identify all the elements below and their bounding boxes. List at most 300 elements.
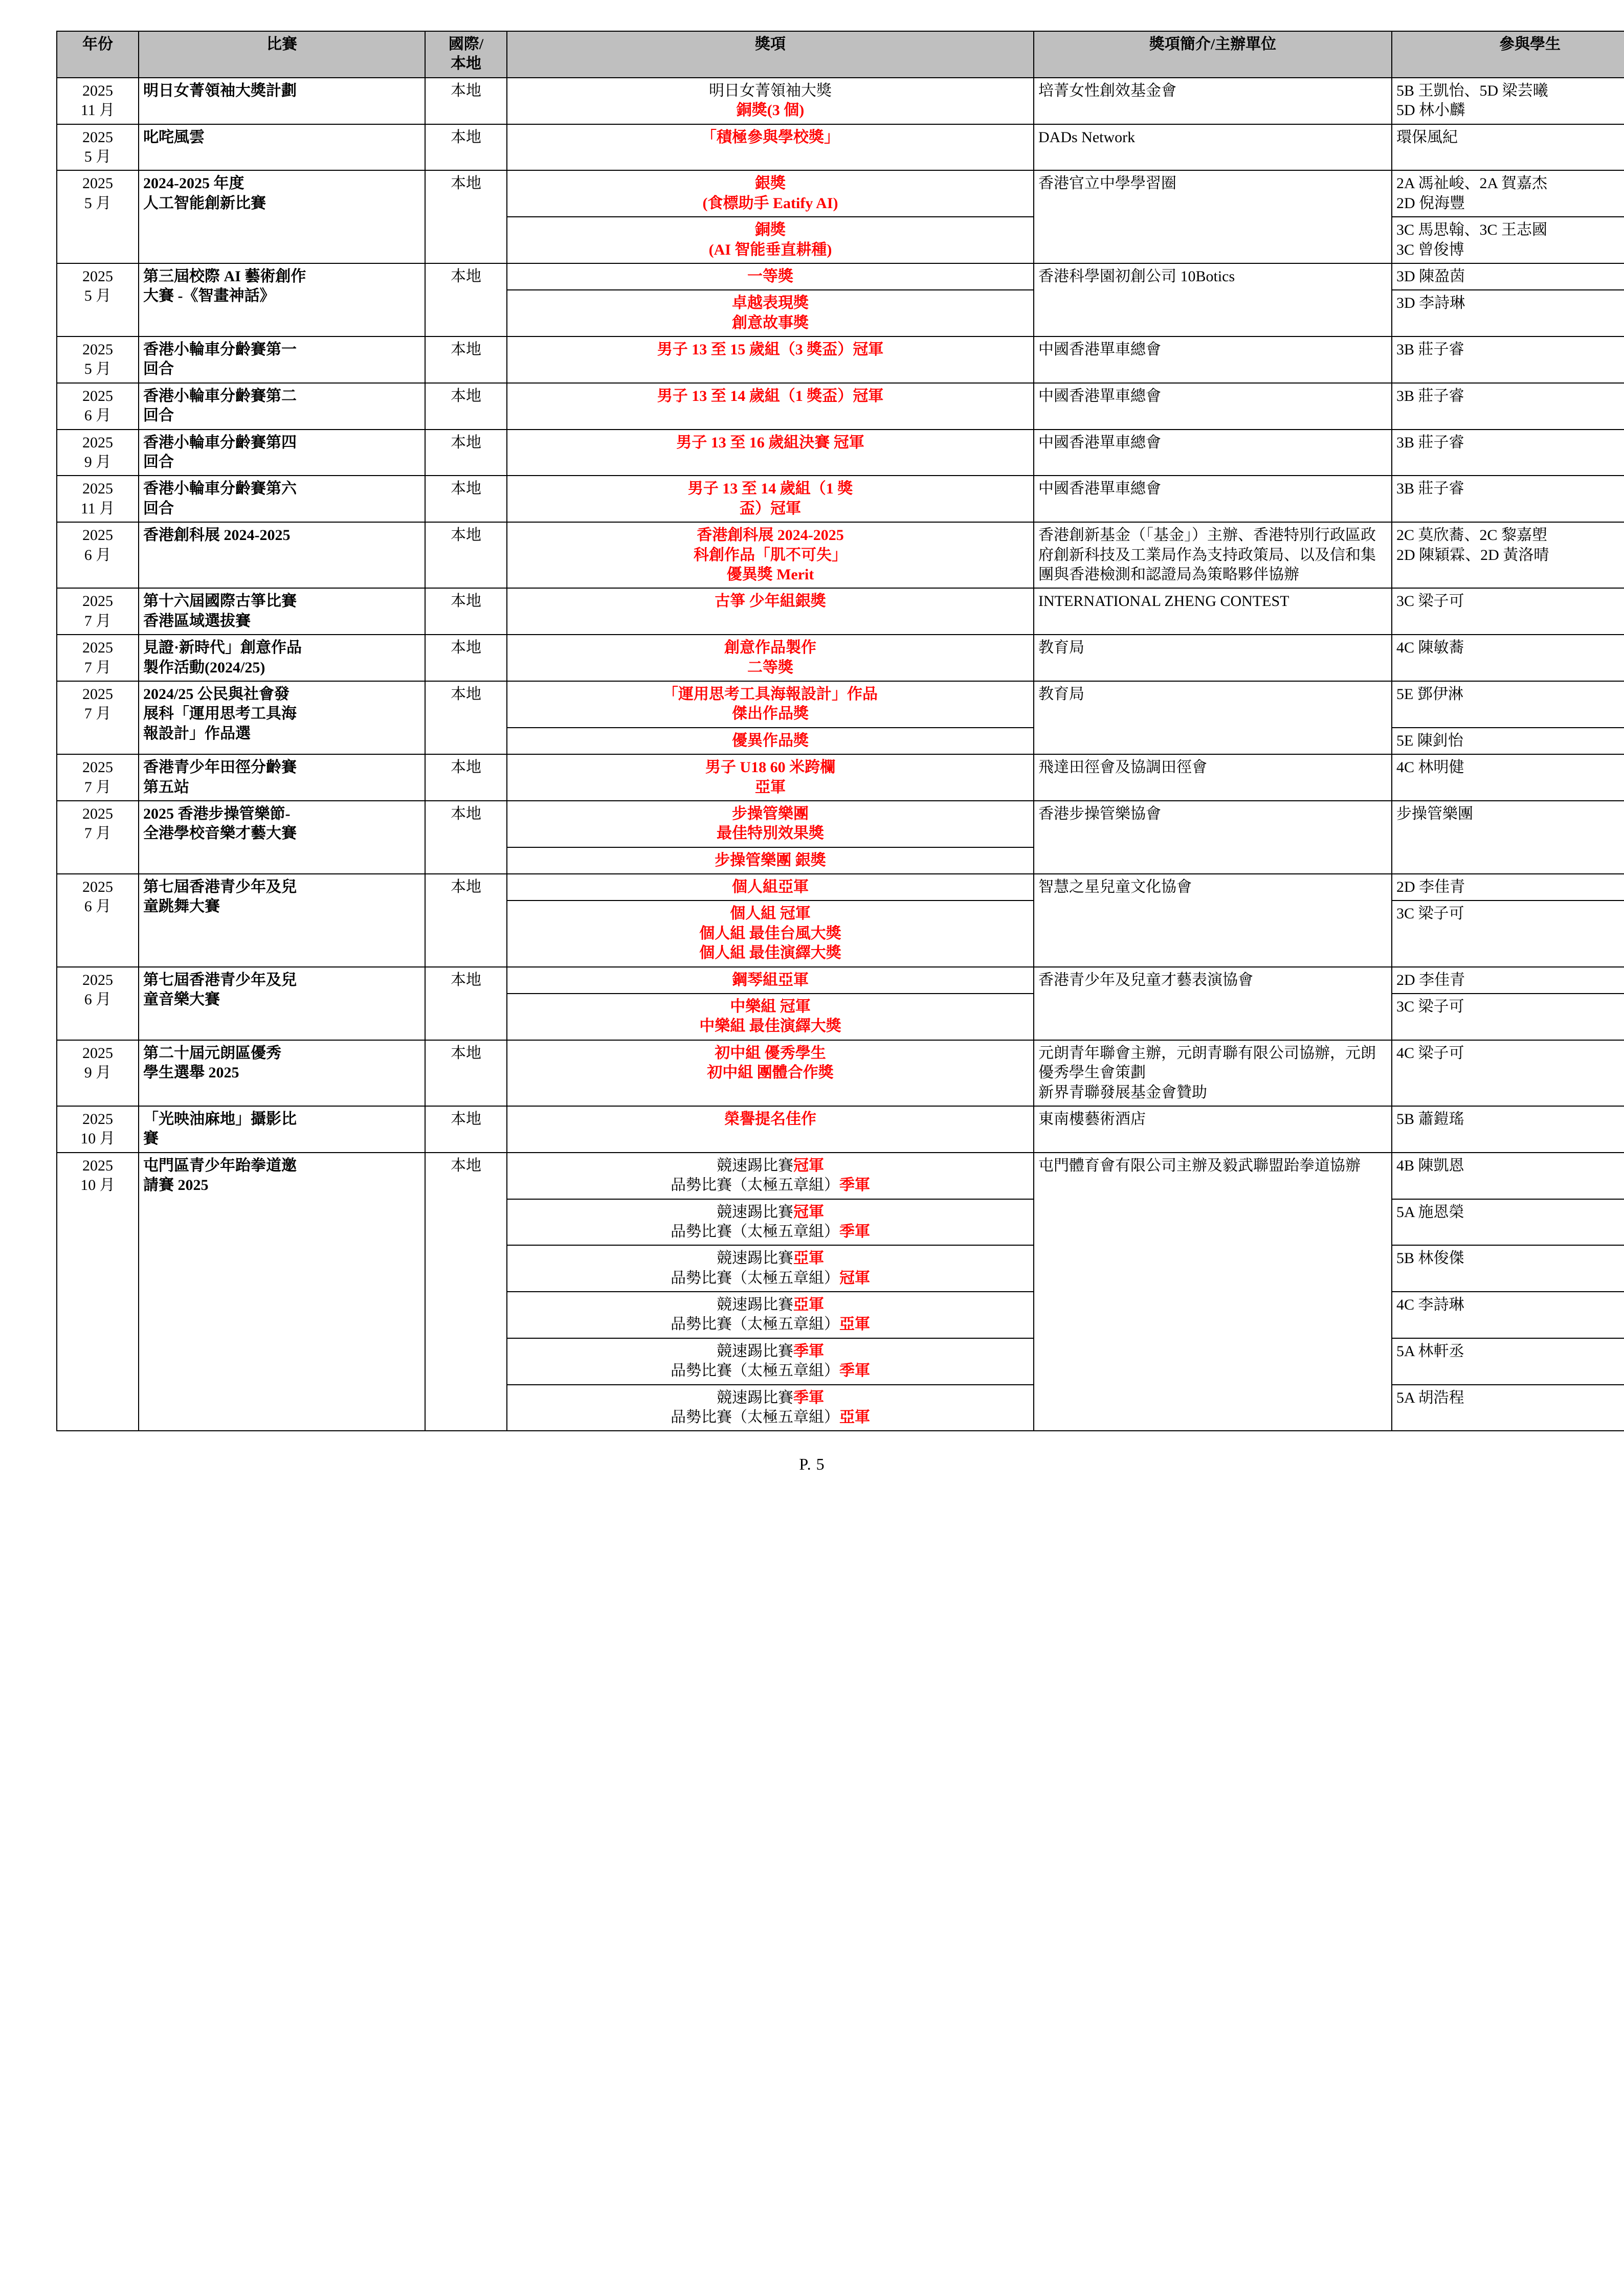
award-text: 男子 13 至 14 歲組（1 獎 [687,480,853,498]
organiser-cell: 飛達田徑會及協調田徑會 [1034,754,1392,801]
students-cell: 3B 莊子睿 [1392,336,1624,383]
award-line [511,1110,1029,1129]
year-cell [57,1040,139,1106]
award-text: 品勢比賽（太極五章組） [671,1177,839,1194]
month-value: 9 月 [84,454,112,471]
students-cell: 5A 胡浩程 [1392,1385,1624,1431]
students-cell: 5E 陳釗怡 [1392,728,1624,754]
scope-cell: 本地 [425,681,507,754]
award-text: 銅獎 [755,221,786,239]
award-cell [507,754,1034,801]
award-cell [507,901,1034,966]
year-value: 2025 [82,971,113,988]
month-value: 6 月 [84,546,112,564]
award-line [511,731,1029,751]
award-line [511,267,1029,286]
table-row [57,681,1624,728]
award-line [511,340,1029,359]
award-text: 初中組 優秀學生 [715,1044,826,1062]
award-line [511,1408,1029,1427]
scope-cell: 本地 [425,336,507,383]
table-row [57,522,1624,588]
award-cell [507,801,1034,847]
award-text: 競速踢比賽 [717,1157,793,1174]
table-row [57,635,1624,681]
year-value: 2025 [82,1110,113,1128]
students-cell: 5B 王凱怡、5D 梁芸曦 5D 林小麟 [1392,78,1624,124]
month-value: 5 月 [84,148,112,165]
award-cell [507,1245,1034,1292]
award-cell [507,1199,1034,1246]
award-cell [507,1106,1034,1153]
award-line [511,387,1029,406]
year-value: 2025 [82,685,113,703]
organiser-cell: 屯門體育會有限公司主辦及毅武聯盟跆拳道協辦 [1034,1153,1392,1431]
competition-cell: 香港創科展 2024-2025 [139,522,425,588]
students-cell: 5A 施恩榮 [1392,1199,1624,1246]
students-cell: 2C 莫欣蕎、2C 黎嘉塱 2D 陳穎霖、2D 黃洛晴 [1392,522,1624,588]
scope-cell: 本地 [425,635,507,681]
year-value: 2025 [82,175,113,192]
award-line [511,971,1029,990]
award-cell [507,170,1034,217]
page-number: P. 5 [799,1455,825,1474]
scope-cell: 本地 [425,754,507,801]
award-text: 品勢比賽（太極五章組） [671,1269,839,1287]
award-text: 科創作品「肌不可失」 [694,546,847,564]
award-text: 男子 13 至 14 歲組（1 獎盃）冠軍 [657,387,884,404]
organiser-cell: 香港步操管樂協會 [1034,801,1392,874]
award-text: 競速踢比賽 [717,1389,793,1406]
students-cell: 3C 梁子可 [1392,588,1624,635]
month-value: 5 月 [84,287,112,305]
year-cell [57,967,139,1040]
award-text: 品勢比賽（太極五章組） [671,1223,839,1240]
scope-cell: 本地 [425,1040,507,1106]
competition-cell: 香港小輪車分齡賽第一 回合 [139,336,425,383]
organiser-cell: 香港官立中學學習圈 [1034,170,1392,263]
scope-cell: 本地 [425,170,507,263]
award-text: 品勢比賽（太極五章組） [671,1409,839,1426]
column-header-year: 年份 [57,31,139,78]
award-text: 競速踢比賽 [717,1342,793,1360]
award-text: 傑出作品獎 [732,705,809,723]
table-row [57,967,1624,994]
organiser-cell: 培菁女性創效基金會 [1034,78,1392,124]
award-text: 創意作品製作 [724,639,816,657]
year-value: 2025 [82,1044,113,1062]
year-value: 2025 [82,128,113,146]
month-value: 10 月 [80,1130,115,1147]
table-row [57,430,1624,476]
table-row [57,336,1624,383]
scope-cell: 本地 [425,383,507,430]
award-cell [507,994,1034,1040]
award-rank: 亞軍 [793,1250,824,1267]
year-value: 2025 [82,527,113,544]
award-text: 優異作品獎 [732,732,809,749]
year-cell [57,78,139,124]
scope-cell: 本地 [425,801,507,874]
award-rank: 冠軍 [793,1157,824,1174]
award-text: 銅獎(3 個) [736,102,805,119]
students-cell: 5A 林軒丞 [1392,1338,1624,1385]
month-value: 7 月 [84,778,112,796]
month-value: 7 月 [84,659,112,676]
competition-cell: 2024/25 公民與社會發 展科「運用思考工具海 報設計」作品選 [139,681,425,754]
award-cell [507,430,1034,476]
students-cell: 3B 莊子睿 [1392,383,1624,430]
award-line [511,658,1029,678]
award-text: 亞軍 [755,778,786,796]
award-text: 個人組亞軍 [732,879,809,896]
award-cell [507,635,1034,681]
table-row [57,588,1624,635]
table-body [57,78,1624,1431]
column-header-award: 獎項 [507,31,1034,78]
award-text: 「運用思考工具海報設計」作品 [663,685,878,703]
year-cell [57,754,139,801]
students-cell: 5B 林俊傑 [1392,1245,1624,1292]
award-line [511,592,1029,611]
award-line [511,1156,1029,1176]
table-header [57,31,1624,78]
competition-cell: 見證·新時代」創意作品 製作活動(2024/25) [139,635,425,681]
award-line [511,877,1029,897]
competition-cell: 第七屆香港青少年及兒 童音樂大賽 [139,967,425,1040]
award-line [511,851,1029,870]
award-line [511,1269,1029,1288]
scope-cell: 本地 [425,476,507,522]
award-text: 初中組 團體合作獎 [707,1064,834,1082]
table-row [57,874,1624,901]
year-cell [57,874,139,967]
award-line [511,101,1029,120]
competition-cell: 香港小輪車分齡賽第六 回合 [139,476,425,522]
award-cell [507,1385,1034,1431]
award-text: 中樂組 最佳演繹大獎 [699,1018,841,1035]
organiser-cell: 香港科學園初創公司 10Botics [1034,263,1392,336]
column-header-students: 參與學生 [1392,31,1624,78]
award-text: (AI 智能垂直耕種) [708,241,832,258]
month-value: 6 月 [84,898,112,915]
table-row [57,78,1624,124]
organiser-cell: 中國香港單車總會 [1034,430,1392,476]
award-text: 銀獎 [755,175,786,192]
month-value: 11 月 [80,102,115,119]
year-cell [57,170,139,263]
award-cell [507,967,1034,994]
month-value: 9 月 [84,1064,112,1082]
scope-cell: 本地 [425,588,507,635]
award-cell [507,383,1034,430]
year-value: 2025 [82,267,113,285]
award-rank: 季軍 [839,1223,870,1240]
award-text: 榮譽提名佳作 [724,1110,816,1128]
award-line [511,997,1029,1017]
award-line [511,1017,1029,1036]
month-value: 11 月 [80,500,115,517]
organiser-cell: 東南樓藝術酒店 [1034,1106,1392,1153]
year-cell [57,1153,139,1431]
students-cell: 2D 李佳青 [1392,967,1624,994]
award-cell [507,476,1034,522]
year-value: 2025 [82,387,113,404]
table-row [57,754,1624,801]
students-cell: 3D 陳盈茵 [1392,263,1624,290]
award-line [511,1388,1029,1408]
award-line [511,1203,1029,1222]
students-cell: 4C 梁子可 [1392,1040,1624,1106]
table-row [57,263,1624,290]
award-line [511,1222,1029,1242]
award-text: 品勢比賽（太極五章組） [671,1316,839,1333]
students-cell: 3D 李詩琳 [1392,290,1624,336]
award-line [511,1342,1029,1361]
competition-cell: 香港小輪車分齡賽第四 回合 [139,430,425,476]
award-line [511,1176,1029,1195]
award-line [511,194,1029,213]
award-line [511,1361,1029,1381]
competition-cell: 叱咤風雲 [139,124,425,171]
table-row [57,170,1624,217]
year-value: 2025 [82,341,113,358]
competition-cell: 「光映油麻地」攝影比 賽 [139,1106,425,1153]
column-header-scope-line2: 本地 [451,55,481,73]
award-text: 個人組 最佳演繹大獎 [699,944,841,962]
award-line [511,174,1029,193]
students-cell: 4B 陳凱恩 [1392,1153,1624,1199]
award-text: 鋼琴組亞軍 [732,971,809,988]
table-row [57,124,1624,171]
month-value: 5 月 [84,194,112,212]
award-line [511,81,1029,101]
students-cell: 2D 李佳青 [1392,874,1624,901]
competition-cell: 屯門區青少年跆拳道邀 請賽 2025 [139,1153,425,1431]
year-cell [57,430,139,476]
award-text: 一等獎 [747,267,793,285]
scope-cell: 本地 [425,430,507,476]
award-cell [507,263,1034,290]
organiser-cell: 教育局 [1034,681,1392,754]
award-cell [507,1292,1034,1338]
month-value: 6 月 [84,407,112,424]
award-text: 個人組 最佳台風大獎 [699,925,841,942]
award-text: 品勢比賽（太極五章組） [671,1362,839,1380]
award-line [511,1315,1029,1334]
award-line [511,220,1029,240]
year-value: 2025 [82,593,113,610]
award-text: 優異獎 Merit [726,566,814,583]
award-cell [507,78,1034,124]
award-text: 男子 13 至 15 歲組（3 獎盃）冠軍 [657,341,884,358]
organiser-cell: DADs Network [1034,124,1392,171]
students-cell: 3C 馬思翰、3C 王志國 3C 曾俊博 [1392,217,1624,263]
year-cell [57,522,139,588]
column-header-scope [425,31,507,78]
table-header-row [57,31,1624,78]
students-cell: 4C 李詩琳 [1392,1292,1624,1338]
award-line [511,1063,1029,1083]
year-cell [57,681,139,754]
award-rank: 冠軍 [839,1269,870,1287]
award-cell [507,336,1034,383]
award-text: 創意故事獎 [732,314,809,331]
award-rank: 亞軍 [839,1409,870,1426]
award-text: 盃）冠軍 [740,500,801,517]
award-text: 中樂組 冠軍 [730,998,811,1016]
table-row [57,1153,1624,1199]
year-cell [57,801,139,874]
award-cell [507,1338,1034,1385]
year-value: 2025 [82,639,113,657]
year-cell [57,383,139,430]
students-cell: 步操管樂團 [1392,801,1624,874]
month-value: 6 月 [84,991,112,1008]
award-line [511,294,1029,313]
award-line [511,824,1029,843]
year-cell [57,588,139,635]
award-cell [507,1153,1034,1199]
award-cell [507,681,1034,728]
award-rank: 季軍 [793,1389,824,1406]
award-line [511,638,1029,658]
award-text: 競速踢比賽 [717,1296,793,1314]
students-cell: 4C 陳敏蕎 [1392,635,1624,681]
month-value: 7 月 [84,825,112,842]
competition-cell: 香港青少年田徑分齡賽 第五站 [139,754,425,801]
year-value: 2025 [82,480,113,498]
award-line [511,565,1029,584]
award-line [511,499,1029,519]
award-rank: 亞軍 [793,1296,824,1314]
year-cell [57,635,139,681]
award-text: 個人組 冠軍 [730,905,811,922]
students-cell: 3B 莊子睿 [1392,430,1624,476]
year-value: 2025 [82,759,113,776]
award-line [511,433,1029,453]
award-text: 競速踢比賽 [717,1250,793,1267]
year-cell [57,124,139,171]
students-cell: 3C 梁子可 [1392,994,1624,1040]
award-rank: 季軍 [839,1177,870,1194]
table-row [57,1040,1624,1106]
award-line [511,758,1029,777]
table-row [57,801,1624,847]
competition-cell: 第十六屆國際古箏比賽 香港區域選拔賽 [139,588,425,635]
table-row [57,1106,1624,1153]
organiser-cell: 香港青少年及兒童才藝表演協會 [1034,967,1392,1040]
award-text: 男子 13 至 16 歲組決賽 冠軍 [676,434,864,451]
scope-cell: 本地 [425,1153,507,1431]
award-cell [507,290,1034,336]
month-value: 7 月 [84,612,112,629]
scope-cell: 本地 [425,967,507,1040]
scope-cell: 本地 [425,78,507,124]
students-cell: 3C 梁子可 [1392,901,1624,966]
year-cell [57,336,139,383]
competition-cell: 2024-2025 年度 人工智能創新比賽 [139,170,425,263]
award-line [511,313,1029,333]
award-line [511,479,1029,499]
year-value: 2025 [82,82,113,99]
organiser-cell: INTERNATIONAL ZHENG CONTEST [1034,588,1392,635]
award-line [511,240,1029,260]
students-cell: 3B 莊子睿 [1392,476,1624,522]
award-line [511,546,1029,565]
award-cell [507,874,1034,901]
award-line [511,1295,1029,1315]
competition-cell: 第三屆校際 AI 藝術創作 大賽 -《智畫神話》 [139,263,425,336]
month-value: 7 月 [84,705,112,723]
competition-cell: 第二十屆元朗區優秀 學生選舉 2025 [139,1040,425,1106]
award-text: 步操管樂團 [732,805,809,822]
award-line [511,804,1029,824]
scope-cell: 本地 [425,522,507,588]
award-text: 香港創科展 2024-2025 [697,527,844,544]
award-text: 古箏 少年組銀獎 [715,593,826,610]
organiser-cell: 香港創新基金（「基金」）主辦、香港特別行政區政府創新科技及工業局作為支持政策局、以及信和集團與香港檢測和認證局為策略夥伴協辦 [1034,522,1392,588]
award-rank: 季軍 [793,1342,824,1360]
year-value: 2025 [82,879,113,896]
award-line [511,685,1029,704]
scope-cell: 本地 [425,263,507,336]
award-text: 男子 U18 60 米跨欄 [705,759,836,776]
award-cell [507,1040,1034,1106]
column-header-organiser: 獎項簡介/主辦單位 [1034,31,1392,78]
students-cell: 環保風紀 [1392,124,1624,171]
competition-cell: 2025 香港步操管樂節- 全港學校音樂才藝大賽 [139,801,425,874]
award-rank: 冠軍 [793,1203,824,1221]
award-line [511,128,1029,147]
award-text: 卓越表現獎 [732,295,809,312]
month-value: 5 月 [84,361,112,378]
students-cell: 4C 林明健 [1392,754,1624,801]
award-text: 二等獎 [747,659,793,676]
award-text: (食標助手 Eatify AI) [702,194,838,212]
year-value: 2025 [82,805,113,822]
month-value: 10 月 [80,1177,115,1194]
organiser-cell: 教育局 [1034,635,1392,681]
year-cell [57,1106,139,1153]
award-line [511,778,1029,797]
competition-cell: 明日女菁領袖大獎計劃 [139,78,425,124]
competition-cell: 香港小輪車分齡賽第二 回合 [139,383,425,430]
award-line [511,1044,1029,1063]
award-cell [507,728,1034,754]
year-cell [57,263,139,336]
award-cell [507,217,1034,263]
awards-table [56,31,1624,1431]
award-text: 「積極參與學校獎」 [701,128,839,146]
award-line [511,1249,1029,1268]
award-text: 競速踢比賽 [717,1203,793,1221]
table-row [57,476,1624,522]
scope-cell: 本地 [425,1106,507,1153]
column-header-scope-line1: 國際/ [448,36,484,53]
table-row [57,383,1624,430]
organiser-cell: 中國香港單車總會 [1034,336,1392,383]
organiser-cell: 元朗青年聯會主辦，元朗青聯有限公司協辦，元朗優秀學生會策劃 新界青聯發展基金會贊助 [1034,1040,1392,1106]
award-cell [507,847,1034,874]
scope-cell: 本地 [425,124,507,171]
award-text: 步操管樂團 銀獎 [715,851,826,869]
organiser-cell: 智慧之星兒童文化協會 [1034,874,1392,967]
year-cell [57,476,139,522]
year-value: 2025 [82,1157,113,1174]
award-rank: 亞軍 [839,1316,870,1333]
award-line [511,924,1029,943]
